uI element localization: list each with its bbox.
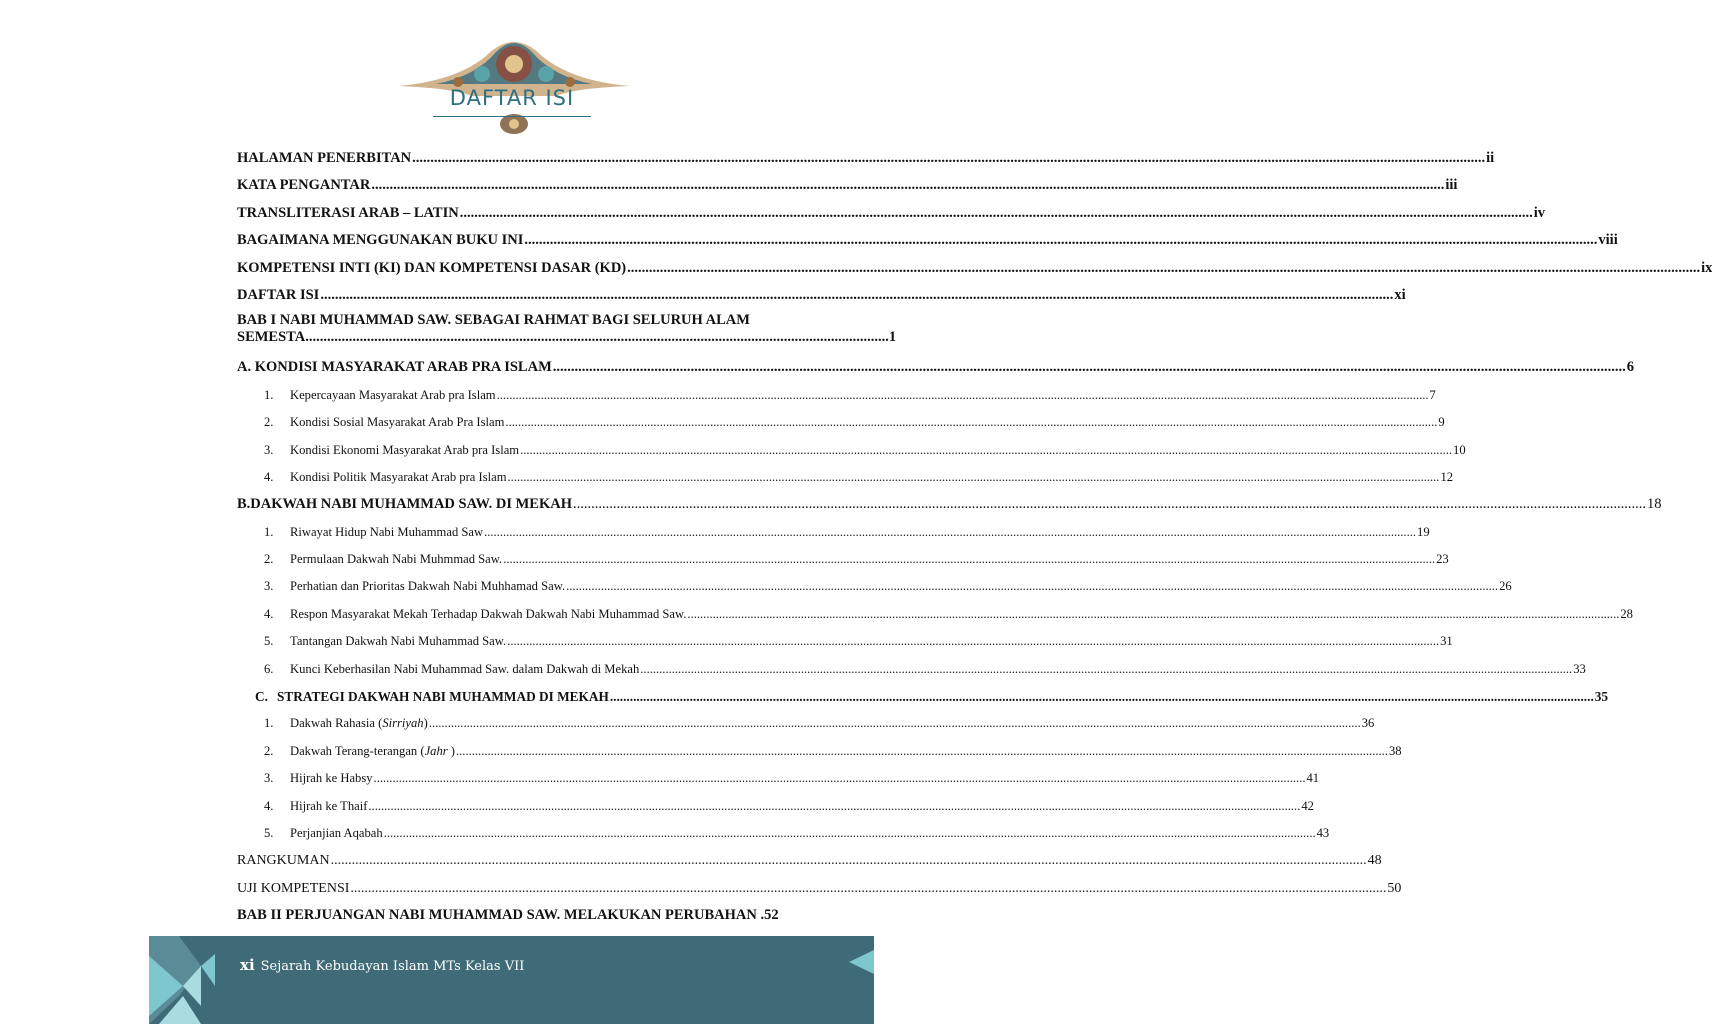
toc-page-number: 36 (1361, 716, 1375, 731)
toc-entry-label-italic: Jahr (424, 743, 448, 758)
toc-page-number: 10 (1453, 442, 1466, 457)
toc-entry-label: Permulaan Dakwah Nabi Muhmmad Saw. (290, 552, 503, 567)
toc-item-number: 4. (264, 606, 274, 621)
toc-page-number: 28 (1620, 606, 1633, 621)
dot-leader (640, 656, 1572, 683)
toc-subentry[interactable] (237, 601, 1633, 628)
dot-leader (484, 519, 1416, 546)
footer-page-number: xi (240, 956, 255, 974)
toc-item-number: 2. (264, 415, 274, 430)
toc-subentry[interactable] (237, 656, 1586, 683)
header-ornament (396, 26, 632, 136)
toc-page-number: 41 (1306, 771, 1320, 786)
dot-leader (627, 255, 1700, 282)
dot-leader (610, 683, 1594, 710)
toc-page-number: 50 (1387, 880, 1402, 896)
dot-leader (497, 382, 1429, 409)
toc-subentry[interactable] (237, 382, 1436, 409)
dot-leader (520, 437, 1452, 464)
toc-subentry[interactable] (237, 738, 1402, 765)
toc-subentry[interactable] (237, 409, 1445, 436)
toc-page-number: 7 (1429, 387, 1436, 402)
toc-entry-kata-pengantar[interactable] (237, 172, 1458, 199)
toc-subentry[interactable] (237, 793, 1314, 820)
toc-entry-bagaimana[interactable] (237, 227, 1618, 254)
toc-page-number: ix (1701, 259, 1712, 276)
dot-leader: ................................................................................................................................................................. (305, 329, 889, 346)
toc-entry-kompetensi[interactable] (237, 255, 1712, 282)
toc-page-number: 35 (1594, 689, 1609, 705)
toc-subentry[interactable] (237, 546, 1449, 573)
toc-entry-section-c[interactable] (237, 683, 1609, 710)
page-footer (149, 936, 874, 1024)
ornament-graphic (396, 26, 632, 136)
toc-item-number: 6. (264, 661, 274, 676)
toc-entry-label: Dakwah Terang-terangan ( (290, 743, 425, 758)
dot-leader (508, 464, 1440, 491)
dot-leader (331, 847, 1367, 874)
dot-leader (566, 573, 1498, 600)
toc-item-number: 3. (264, 442, 274, 457)
dot-leader: . (756, 907, 765, 924)
toc-entry-label: Kondisi Ekonomi Masyarakat Arab pra Islam (290, 442, 520, 457)
toc-item-number: 1. (264, 716, 274, 731)
dot-leader (687, 601, 1619, 628)
toc-page-number: ii (1486, 150, 1495, 166)
footer-book-title: Sejarah Kebudayan Islam MTs Kelas VII (260, 959, 525, 974)
toc-subentry[interactable] (237, 464, 1454, 491)
toc-entry-label: Perjanjian Aqabah (290, 825, 383, 840)
footer-decoration (149, 936, 874, 1024)
toc-page-number: 52 (764, 907, 779, 924)
dot-leader (350, 875, 1386, 902)
dot-leader (507, 628, 1439, 655)
toc-entry-label: A. KONDISI MASYARAKAT ARAB PRA ISLAM (237, 359, 552, 376)
dot-leader (384, 820, 1316, 847)
toc-entry-transliterasi[interactable] (237, 200, 1546, 227)
toc-item-number: 3. (264, 579, 274, 594)
toc-entry-label: BAB II PERJUANGAN NABI MUHAMMAD SAW. MELAKUKAN PERUBAHAN (237, 907, 757, 924)
toc-entry-label: BAB I NABI MUHAMMAD SAW. SEBAGAI RAHMAT BAGI SELURUH ALAM (237, 312, 750, 329)
toc-entry-label: KOMPETENSI INTI (KI) DAN KOMPETENSI DASAR (KD) (237, 259, 627, 276)
dot-leader (460, 200, 1533, 227)
toc-entry-label: Tantangan Dakwah Nabi Muhammad Saw. (290, 634, 507, 649)
toc-page-number: iii (1445, 177, 1458, 194)
toc-item-number: 1. (264, 524, 274, 539)
toc-item-number: 4. (264, 798, 274, 813)
toc-entry-label-tail: ) (423, 716, 428, 731)
toc-page-number: 6 (1626, 359, 1635, 376)
toc-entry-bab-1[interactable] (237, 309, 897, 354)
toc-item-number: 3. (264, 771, 274, 786)
toc-entry-label: Dakwah Rahasia ( (290, 716, 383, 731)
toc-page-number: 31 (1440, 634, 1453, 649)
toc-item-number: 5. (264, 634, 274, 649)
toc-page-number: 19 (1417, 524, 1430, 539)
toc-entry-label: B.DAKWAH NABI MUHAMMAD SAW. DI MEKAH (237, 496, 572, 513)
toc-entry-label: RANGKUMAN (237, 853, 330, 869)
toc-entry-label: KATA PENGANTAR (237, 177, 371, 194)
toc-page-number: 12 (1440, 469, 1454, 484)
toc-entry-rangkuman[interactable] (237, 847, 1382, 874)
dot-leader (371, 172, 1444, 199)
toc-page-number: xi (1394, 286, 1406, 303)
toc-page-number: 48 (1367, 853, 1382, 869)
toc-entry-label-italic: Sirriyah (382, 716, 424, 731)
footer-caption (240, 956, 524, 974)
dot-leader (456, 738, 1388, 765)
toc-entry-label: BAGAIMANA MENGGUNAKAN BUKU INI (237, 232, 524, 249)
toc-entry-label-cont: SEMESTA (237, 329, 306, 346)
dot-leader (320, 282, 1393, 309)
toc-entry-section-a[interactable] (237, 354, 1635, 381)
toc-entry-section-b[interactable] (237, 491, 1662, 518)
toc-page-number: 1 (888, 329, 897, 346)
toc-entry-label: Kondisi Sosial Masyarakat Arab Pra Islam (290, 415, 505, 430)
dot-leader (553, 354, 1626, 381)
toc-entry-daftar-isi[interactable] (237, 282, 1406, 309)
toc-subentry[interactable] (237, 710, 1375, 737)
toc-entry-label: UJI KOMPETENSI (237, 880, 350, 896)
dot-leader (503, 546, 1435, 573)
dot-leader (573, 491, 1646, 518)
toc-page-number: 23 (1436, 552, 1449, 567)
toc-entry-label-tail: ) (447, 743, 455, 758)
toc-entry-uji-kompetensi[interactable] (237, 875, 1402, 902)
toc-subentry[interactable] (237, 765, 1320, 792)
toc-entry-label: Perhatian dan Prioritas Dakwah Nabi Muhhamad Saw. (290, 579, 566, 594)
title-underline (433, 116, 591, 117)
toc-page-number: 38 (1388, 743, 1402, 758)
table-of-contents (237, 145, 1712, 930)
toc-page-number: iv (1533, 204, 1546, 221)
dot-leader (429, 710, 1361, 737)
toc-subentry[interactable] (237, 437, 1466, 464)
dot-leader (412, 145, 1485, 172)
toc-entry-label: Kondisi Politik Masyarakat Arab pra Islam (290, 469, 507, 484)
toc-entry-label: Hijrah ke Habsy (290, 771, 373, 786)
toc-item-number: 2. (264, 743, 274, 758)
toc-item-number: 1. (264, 387, 274, 402)
toc-entry-label: HALAMAN PENERBITAN (237, 150, 412, 166)
dot-leader (505, 409, 1437, 436)
dot-leader (368, 793, 1300, 820)
toc-entry-label: Riwayat Hidup Nabi Muhammad Saw (290, 524, 484, 539)
toc-item-number: 4. (264, 469, 274, 484)
toc-entry-label: DAFTAR ISI (237, 286, 320, 303)
toc-subentry[interactable] (237, 573, 1512, 600)
toc-page-number: viii (1598, 232, 1618, 249)
toc-entry-label: Hijrah ke Thaif (290, 798, 368, 813)
toc-page-number: 18 (1647, 496, 1662, 513)
dot-leader (374, 765, 1306, 792)
toc-entry-halaman-penerbitan[interactable] (237, 145, 1495, 172)
toc-entry-label: STRATEGI DAKWAH NABI MUHAMMAD DI MEKAH (277, 689, 609, 705)
dot-leader (524, 227, 1597, 254)
toc-subentry[interactable] (237, 519, 1430, 546)
toc-entry-label: Respon Masyarakat Mekah Terhadap Dakwah Dakwah Nabi Muhammad Saw. (290, 606, 687, 621)
page-title: DAFTAR ISI (449, 86, 575, 110)
toc-entry-label: Kepercayaan Masyarakat Arab pra Islam (290, 387, 496, 402)
toc-entry-bab-2[interactable] (237, 902, 788, 929)
toc-item-number: 5. (264, 825, 274, 840)
toc-item-number: C. (255, 689, 268, 705)
toc-page-number: 43 (1316, 825, 1330, 840)
toc-entry-label: Kunci Keberhasilan Nabi Muhammad Saw. dalam Dakwah di Mekah (290, 661, 640, 676)
toc-subentry[interactable] (237, 628, 1453, 655)
toc-subentry[interactable] (237, 820, 1330, 847)
toc-item-number: 2. (264, 552, 274, 567)
toc-page-number: 42 (1301, 798, 1314, 813)
toc-entry-label: TRANSLITERASI ARAB – LATIN (237, 204, 459, 221)
toc-page-number: 9 (1438, 415, 1445, 430)
toc-page-number: 26 (1499, 579, 1512, 594)
toc-page-number: 33 (1573, 661, 1586, 676)
